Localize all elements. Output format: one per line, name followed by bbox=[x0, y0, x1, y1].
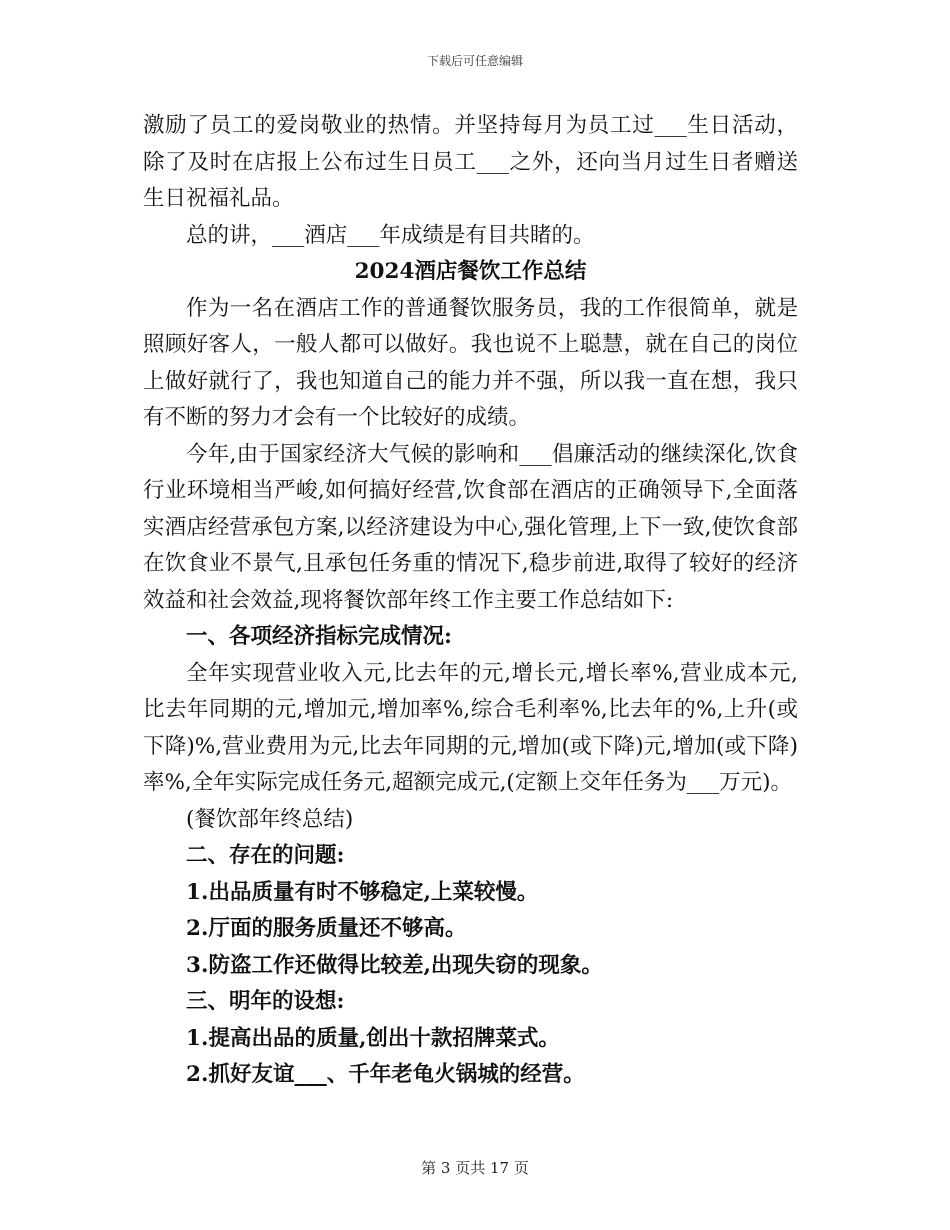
list-item-plan-1: 1.提高出品的质量,创出十款招牌菜式。 bbox=[186, 1025, 560, 1051]
page-footer: 第 3 页共 17 页 bbox=[421, 1159, 529, 1177]
list-item-problem-2: 2.厅面的服务质量还不够高。 bbox=[186, 916, 467, 941]
list-item-problem-3: 3.防盗工作还做得比较差,出现失窃的现象。 bbox=[186, 952, 603, 978]
paragraph-note: (餐饮部年终总结) bbox=[186, 806, 354, 832]
section-heading-problems: 二、存在的问题: bbox=[186, 843, 345, 868]
document-title: 2024酒店餐饮工作总结 bbox=[354, 259, 587, 284]
paragraph-indicators: 全年实现营业收入元,比去年的元,增长元,增长率%,营业成本元,比去年同期的元,增加元,增加率%,综合毛利率%,比去年的%,上升(或下降)%,营业费用为元,比去年同期的元,增加(或下降)元,增加(或下降)率%,全年实际完成任务元,超额完成元,(定额上交年任务为___万元)。 bbox=[143, 660, 798, 795]
list-item-problem-1: 1.出品质量有时不够稳定,上菜较慢。 bbox=[186, 879, 539, 905]
section-heading-indicators: 一、各项经济指标完成情况: bbox=[186, 624, 452, 649]
document-body bbox=[143, 108, 798, 1094]
list-item-plan-2: 2.抓好友谊___、千年老龟火锅城的经营。 bbox=[186, 1062, 585, 1087]
paragraph-employee-birthday: 激励了员工的爱岗敬业的热情。并坚持每月为员工过___生日活动，除了及时在店报上公布过生日员工___之外，还向当月过生日者赠送生日祝福礼品。 bbox=[143, 113, 798, 211]
paragraph-this-year: 今年,由于国家经济大气候的影响和___倡廉活动的继续深化,饮食行业环境相当严峻,如何搞好经营,饮食部在酒店的正确领导下,全面落实酒店经营承包方案,以经济建设为中心,强化管理,上下一致,使饮食部在饮食业不景气,且承包任务重的情况下,稳步前进,取得了较好的经济效益和社会效益,现将餐饮部年终工作主要工作总结如下: bbox=[143, 441, 798, 613]
section-heading-plans: 三、明年的设想: bbox=[186, 989, 345, 1014]
paragraph-intro: 作为一名在酒店工作的普通餐饮服务员，我的工作很简单，就是照顾好客人，一般人都可以做好。我也说不上聪慧，就在自己的岗位上做好就行了，我也知道自己的能力并不强，所以我一直在想，我只有不断的努力才会有一个比较好的成绩。 bbox=[143, 295, 798, 430]
page-header: 下载后可任意编辑 bbox=[426, 54, 523, 68]
paragraph-summary: 总的讲，___酒店___年成绩是有目共睹的。 bbox=[186, 222, 595, 248]
